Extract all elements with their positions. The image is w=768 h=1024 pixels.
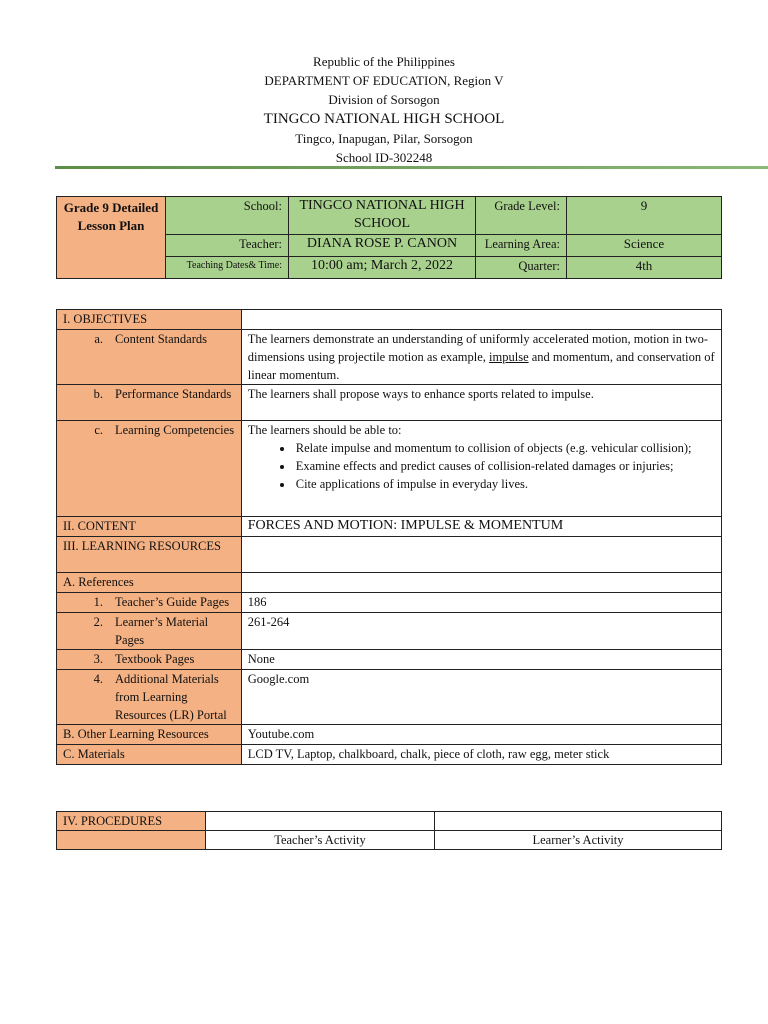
materials-value: LCD TV, Laptop, chalkboard, chalk, piece of cloth, raw egg, meter stick [241,745,721,765]
performance-standards-cell [57,385,242,421]
references-heading: A. References [57,573,242,593]
learning-competencies-label: Learning Competencies [115,423,235,437]
content-heading: II. CONTENT [57,517,242,537]
lesson-plan-table [56,309,722,765]
additional-materials-label: Additional Materials from Learning Resources (LR) Portal [115,672,227,722]
objectives-heading: I. OBJECTIVES [57,310,242,330]
competency-item: • Relate impulse and momentum to collision of objects (e.g. vehicular collision); [294,439,715,457]
learners-material-cell: 2. Learner’s Material Pages [57,613,242,650]
performance-standards-label: Performance Standards [115,387,232,401]
procedures-empty-cell [435,812,722,831]
header-republic: Republic of the Philippines [313,54,455,69]
learning-competencies-cell [57,421,242,517]
learner-activity-header: Learner’s Activity [435,831,722,850]
learning-resources-heading: III. LEARNING RESOURCES [57,537,242,573]
teachers-guide-cell: 1. Teacher’s Guide Pages [57,593,242,613]
learning-competencies-mark: c. [94,423,103,437]
header-school-id: School ID-302248 [335,150,433,165]
procedures-empty-cell [206,812,435,831]
content-value: FORCES AND MOTION: IMPULSE & MOMENTUM [241,517,721,537]
textbook-pages-cell: 3. Textbook Pages [57,650,242,670]
textbook-pages-label: Textbook Pages [115,652,195,666]
procedures-blank-orange [57,831,206,850]
textbook-pages-value: None [241,650,721,670]
teachers-guide-label: Teacher’s Guide Pages [115,595,230,609]
competency-item: • Cite applications of impulse in everyday lives. [294,475,715,493]
learning-competencies-text [241,421,721,517]
teacher-activity-header: Teacher’s Activity [206,831,435,850]
teacher-label: Teacher: [166,235,289,257]
learning-resources-empty-cell [241,537,721,573]
plan-title: Grade 9 Detailed Lesson Plan [57,197,166,279]
learning-area-value: Science [567,235,722,257]
grade-label: Grade Level: [476,197,567,235]
content-standards-cell [57,330,242,385]
lesson-info-table [56,196,722,279]
learners-material-value: 261-264 [241,613,721,650]
content-standards-mark: a. [94,332,103,346]
teacher-value: DIANA ROSE P. CANON [289,235,476,257]
content-standards-text: The learners demonstrate an understanding of uniformly accelerated motion, motion in two-dimensions using projectile motion as example, impulse and momentum, and conservation of linear momentum. [241,330,721,385]
teaching-dates-label: Teaching Dates& Time: [166,257,289,279]
performance-standards-mark: b. [93,387,103,401]
header-address: Tingco, Inapugan, Pilar, Sorsogon [295,131,473,146]
procedures-heading: IV. PROCEDURES [57,812,206,831]
quarter-label: Quarter: [476,257,567,279]
objectives-empty-cell [241,310,721,330]
teaching-dates-value: 10:00 am; March 2, 2022 [289,257,476,279]
document-header [0,52,768,167]
competencies-intro: The learners should be able to: [247,423,402,437]
other-resources-label: B. Other Learning Resources [57,725,242,745]
content-standards-label: Content Standards [115,332,208,346]
teachers-guide-value: 186 [241,593,721,613]
competency-item: • Examine effects and predict causes of collision-related damages or injuries; [294,457,715,475]
grade-value: 9 [567,197,722,235]
quarter-value: 4th [567,257,722,279]
school-value: TINGCO NATIONAL HIGH SCHOOL [289,197,476,235]
additional-materials-value: Google.com [241,670,721,725]
impulse-underlined: impulse [489,350,529,364]
materials-label: C. Materials [57,745,242,765]
competencies-list [248,439,715,493]
header-division: Division of Sorsogon [328,92,440,107]
procedures-table [56,811,722,850]
learners-material-label: Learner’s Material Pages [115,615,209,647]
school-label: School: [166,197,289,235]
header-divider [55,166,768,169]
additional-materials-cell: 4. Additional Materials from Learning Resources (LR) Portal [57,670,242,725]
other-resources-value: Youtube.com [241,725,721,745]
references-empty-cell [241,573,721,593]
header-school-name: TINGCO NATIONAL HIGH SCHOOL [263,111,505,127]
header-department: DEPARTMENT OF EDUCATION, Region V [264,73,504,88]
learning-area-label: Learning Area: [476,235,567,257]
performance-standards-text: The learners shall propose ways to enhance sports related to impulse. [241,385,721,421]
